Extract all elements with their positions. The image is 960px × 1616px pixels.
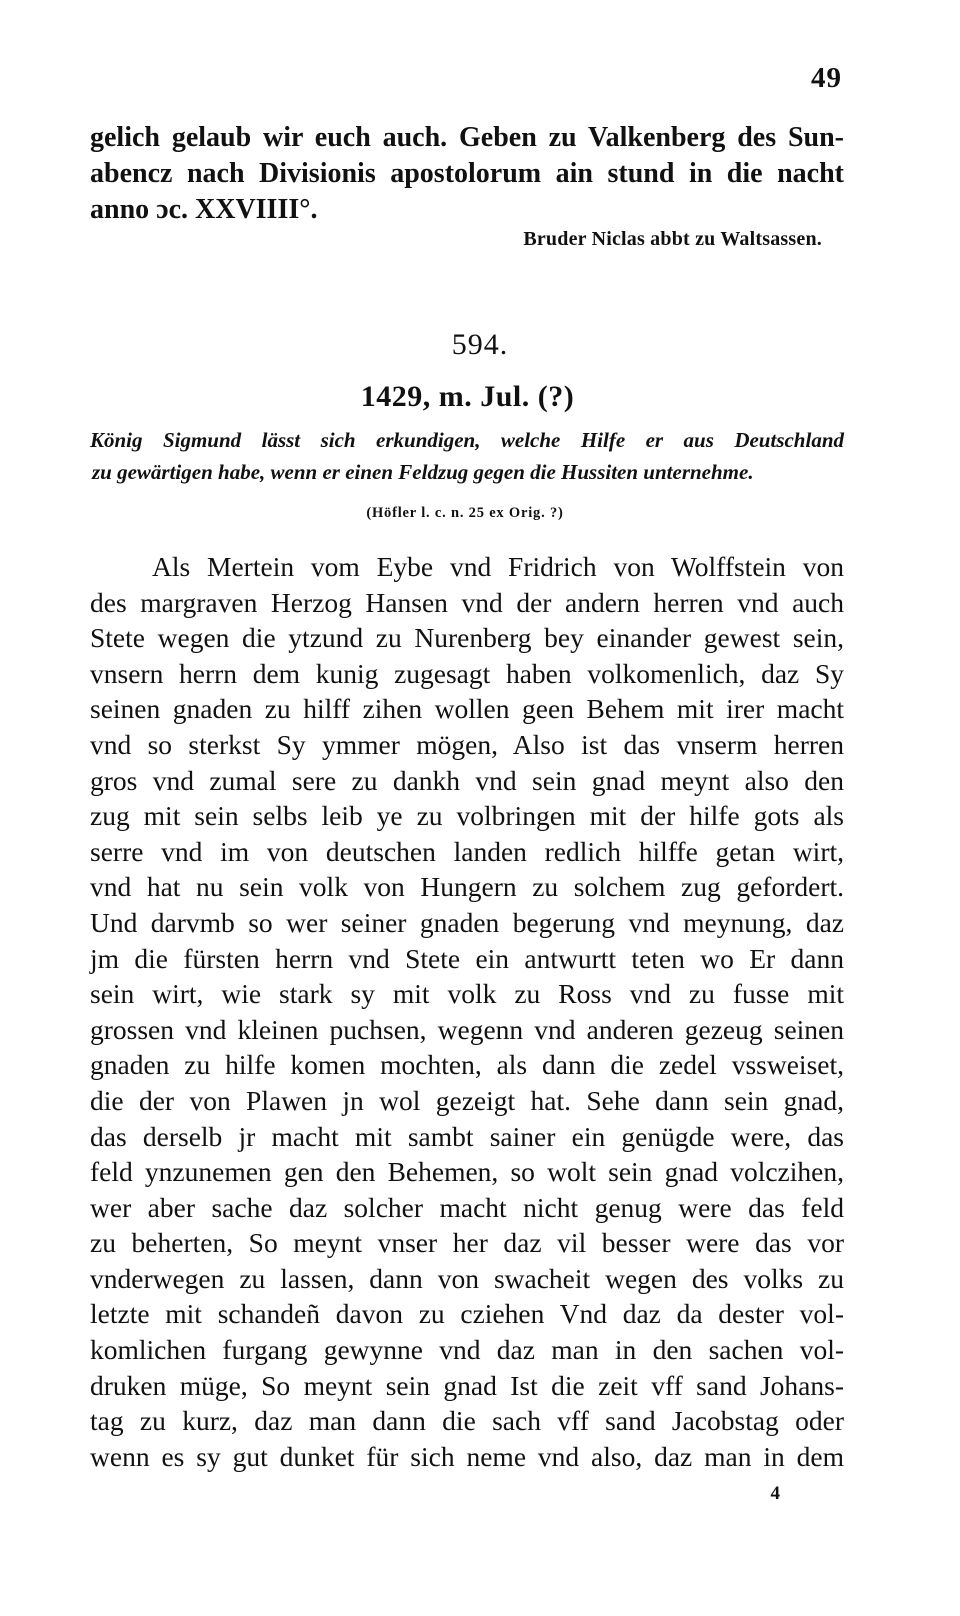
- body-line: die der von Plawen jn wol gezeigt hat. Sehe dann sein gnad,: [90, 1084, 844, 1116]
- text-line: abencz nach Divisionis apostolorum ain stund in die nacht: [90, 158, 844, 189]
- document-body: [90, 549, 844, 1474]
- body-line: wenn es sy gut dunket für sich neme vnd also, daz man in dem: [90, 1440, 844, 1472]
- body-line: sein wirt, wie stark sy mit volk zu Ross vnd zu fusse mit: [90, 978, 844, 1010]
- body-line: tag zu kurz, daz man dann die sach vff sand Jacobstag oder: [90, 1405, 844, 1437]
- document-summary: [90, 424, 844, 488]
- body-line: feld ynzunemen gen den Behemen, so wolt sein gnad volczihen,: [90, 1156, 844, 1188]
- body-line: komlichen furgang gewynne vnd daz man in den sachen vol-: [90, 1334, 844, 1366]
- body-line: vnd so sterkst Sy ymmer mögen, Also ist das vnserm herren: [90, 728, 844, 760]
- body-line: druken müge, So meynt sein gnad Ist die zeit vff sand Johans-: [90, 1369, 844, 1401]
- body-line: gros vnd zumal sere zu dankh vnd sein gnad meynt also den: [90, 764, 844, 796]
- body-line: zug mit sein selbs leib ye zu volbringen mit der hilfe gots als: [90, 800, 844, 832]
- body-line: vnderwegen zu lassen, dann von swacheit wegen des volks zu: [90, 1262, 844, 1294]
- body-line: gnaden zu hilfe komen mochten, als dann die zedel vssweiset,: [90, 1049, 844, 1081]
- body-line: letzte mit schandeñ davon zu cziehen Vnd daz da dester vol-: [90, 1298, 844, 1330]
- body-line: vnd hat nu sein volk von Hungern zu solchem zug gefordert.: [90, 871, 844, 903]
- printer-signature-mark: 4: [770, 1483, 780, 1504]
- body-line: serre vnd im von deutschen landen redlich hilffe getan wirt,: [90, 835, 844, 867]
- page-number: 49: [811, 62, 842, 94]
- body-line: Und darvmb so wer seiner gnaden begerung vnd meynung, daz: [90, 906, 844, 938]
- previous-document-ending: [90, 120, 844, 228]
- body-line: Stete wegen die ytzund zu Nurenberg bey einander gewest sein,: [90, 622, 844, 654]
- summary-line: zu gewärtigen habe, wenn er einen Feldzug gegen die Hussiten unternehme.: [92, 460, 754, 484]
- document-date: 1429, m. Jul. (?): [360, 380, 575, 413]
- body-line: grossen vnd kleinen puchsen, wegenn vnd anderen gezeug seinen: [90, 1013, 844, 1045]
- body-line: Als Mertein vom Eybe vnd Fridrich von Wolffstein von: [152, 551, 844, 582]
- summary-line: König Sigmund lässt sich erkundigen, welche Hilfe er aus Deutschland: [90, 428, 844, 452]
- text-line: anno ɔc. XXVIIII°.: [90, 194, 318, 225]
- letter-signature: Bruder Niclas abbt zu Waltsassen.: [523, 228, 822, 250]
- document-number: 594.: [451, 328, 509, 361]
- body-line: das derselb jr macht mit sambt sainer ein genügde were, das: [90, 1120, 844, 1152]
- body-line: seinen gnaden zu hilff zihen wollen geen Behem mit irer macht: [90, 693, 844, 725]
- text-line: gelich gelaub wir euch auch. Geben zu Valkenberg des Sun-: [90, 122, 844, 153]
- body-line: zu beherten, So meynt vnser her daz vil besser were das vor: [90, 1227, 844, 1259]
- body-line: vnsern herrn dem kunig zugesagt haben volkomenlich, daz Sy: [90, 657, 844, 689]
- source-citation: (Höfler l. c. n. 25 ex Orig. ?): [366, 505, 564, 521]
- body-line: wer aber sache daz solcher macht nicht genug were das feld: [90, 1191, 844, 1223]
- body-line: jm die fürsten herrn vnd Stete ein antwurtt teten wo Er dann: [90, 942, 844, 974]
- body-line: des margraven Herzog Hansen vnd der andern herren vnd auch: [90, 586, 844, 618]
